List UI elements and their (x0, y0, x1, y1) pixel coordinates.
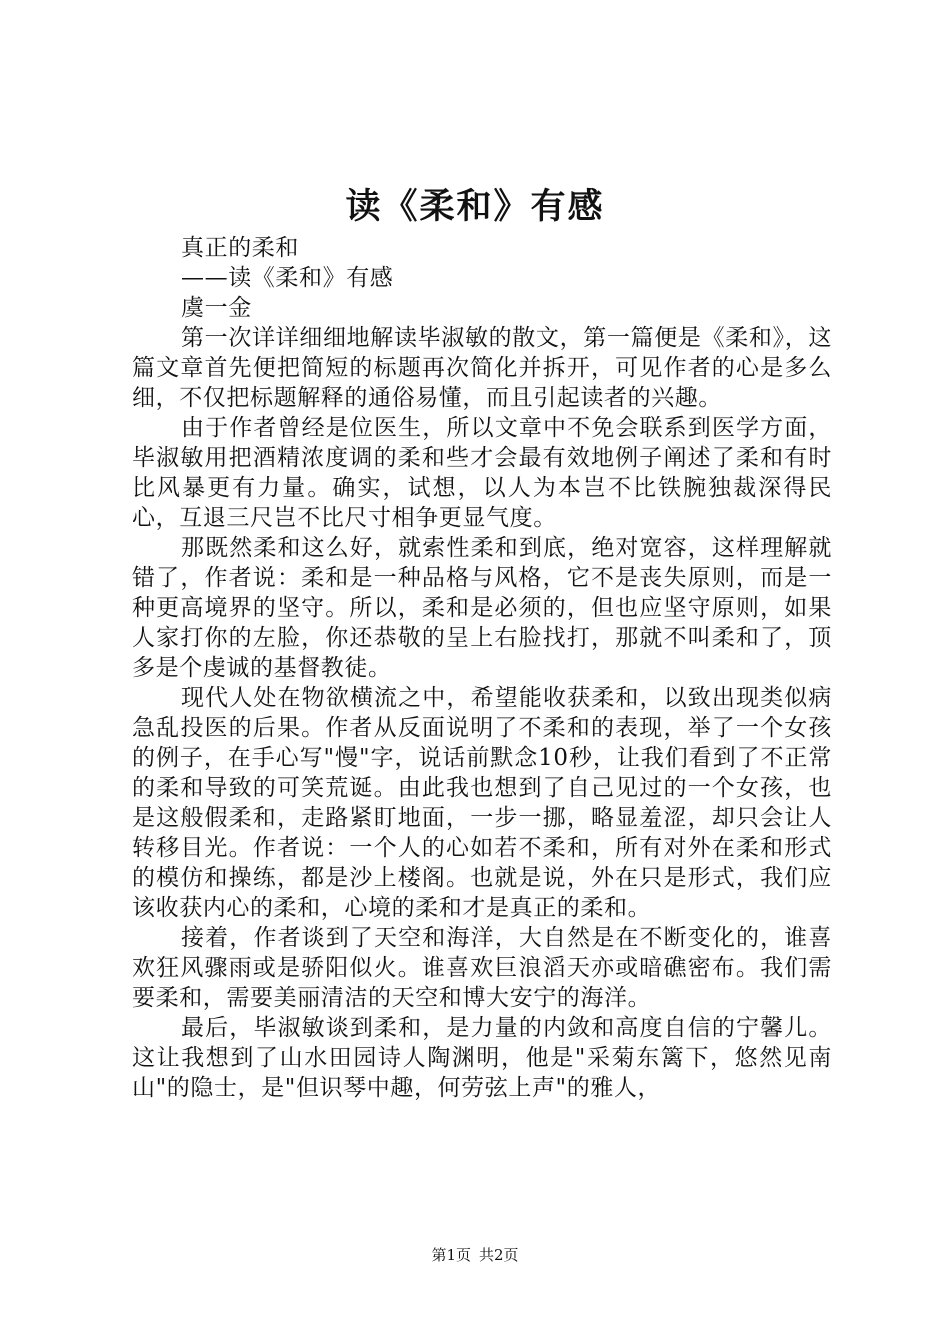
author-line: 虞一金 (181, 295, 252, 321)
paragraph: 最后，毕淑敏谈到柔和，是力量的内敛和高度自信的宁馨儿。这让我想到了山水田园诗人陶渊明，他是"采菊东篱下，悠然见南山"的隐士，是"但识琴中趣，何劳弦上声"的雅人， (132, 1015, 832, 1101)
subtitle-line: ——读《柔和》有感 (181, 265, 394, 291)
page-footer (0, 1244, 950, 1266)
subtitle-line: 真正的柔和 (181, 235, 299, 261)
paragraph: 那既然柔和这么好，就索性柔和到底，绝对宽容，这样理解就错了，作者说：柔和是一种品格与风格，它不是丧失原则，而是一种更高境界的坚守。所以，柔和是必须的，但也应坚守原则，如果人家打你的左脸，你还恭敬的呈上右脸找打，那就不叫柔和了，顶多是个虔诚的基督教徒。 (132, 535, 832, 681)
document-body (132, 233, 832, 1103)
paragraph: 第一次详详细细地解读毕淑敏的散文，第一篇便是《柔和》，这篇文章首先便把简短的标题再次简化并拆开，可见作者的心是多么细，不仅把标题解释的通俗易懂，而且引起读者的兴趣。 (132, 325, 832, 411)
page-total: 共2页 (479, 1246, 519, 1264)
document-title: 读《柔和》有感 (345, 186, 605, 227)
paragraph: 现代人处在物欲横流之中，希望能收获柔和，以致出现类似病急乱投医的后果。作者从反面说明了不柔和的表现，举了一个女孩的例子，在手心写"慢"字，说话前默念10秒，让我们看到了不正常的柔和导致的可笑荒诞。由此我也想到了自己见过的一个女孩，也是这般假柔和，走路紧盯地面，一步一挪，略显羞涩，却只会让人转移目光。作者说：一个人的心如若不柔和，所有对外在柔和形式的模仿和操练，都是沙上楼阁。也就是说，外在只是形式，我们应该收获内心的柔和，心境的柔和才是真正的柔和。 (132, 685, 832, 921)
paragraph: 接着，作者谈到了天空和海洋，大自然是在不断变化的，谁喜欢狂风骤雨或是骄阳似火。谁喜欢巨浪滔天亦或暗礁密布。我们需要柔和，需要美丽清洁的天空和博大安宁的海洋。 (132, 925, 832, 1011)
page-number: 第1页 (431, 1246, 471, 1264)
paragraph: 由于作者曾经是位医生，所以文章中不免会联系到医学方面，毕淑敏用把酒精浓度调的柔和些才会最有效地例子阐述了柔和有时比风暴更有力量。确实，试想，以人为本岂不比铁腕独裁深得民心，互退三尺岂不比尺寸相争更显气度。 (132, 415, 832, 531)
